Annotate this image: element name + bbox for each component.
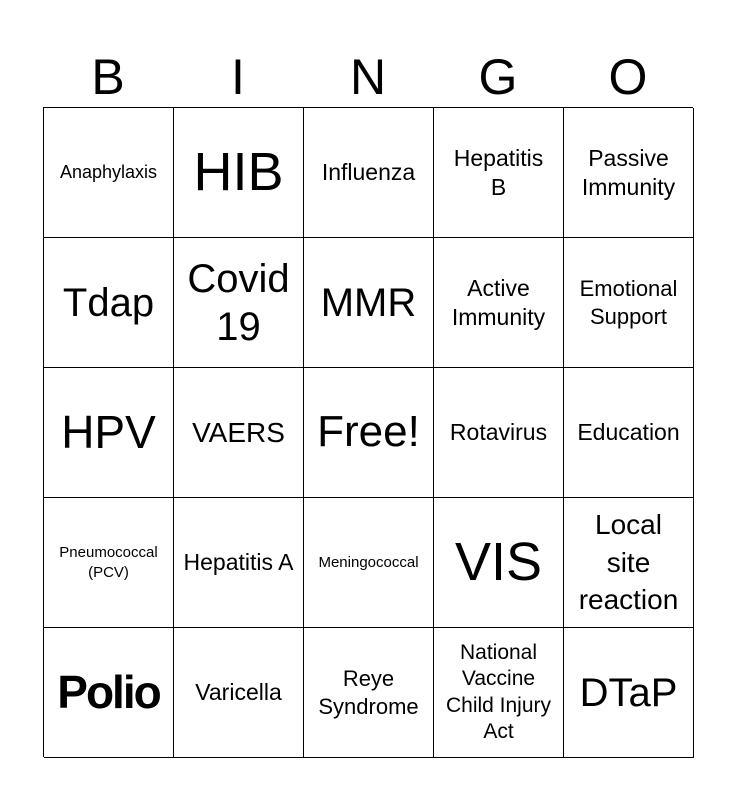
bingo-cell-meningococcal[interactable]	[304, 498, 434, 628]
cell-label: Active Immunity	[451, 274, 546, 330]
bingo-cell-local-site-reaction[interactable]	[564, 498, 694, 628]
cell-label: Tdap	[62, 280, 155, 325]
bingo-cell-national-vaccine-act[interactable]	[434, 628, 564, 758]
cell-label: VAERS	[192, 416, 285, 448]
cell-label: DTaP	[579, 670, 678, 715]
cell-label: Education	[577, 419, 680, 446]
bingo-cell-free[interactable]	[304, 368, 434, 498]
header-letter-i: I	[231, 49, 245, 105]
bingo-header	[43, 46, 693, 108]
bingo-cell-varicella[interactable]	[174, 628, 304, 758]
bingo-cell-tdap[interactable]	[44, 238, 174, 368]
cell-label: Passive Immunity	[581, 144, 676, 200]
bingo-cell-mmr[interactable]	[304, 238, 434, 368]
cell-label: Rotavirus	[449, 419, 548, 446]
bingo-cell-passive-immunity[interactable]	[564, 108, 694, 238]
cell-label: Reye Syndrome	[318, 666, 419, 719]
bingo-cell-hib[interactable]	[174, 108, 304, 238]
cell-label: Hepatitis A	[183, 549, 294, 576]
cell-label: Polio	[57, 666, 160, 719]
header-letter-n: N	[349, 49, 387, 105]
bingo-cell-covid-19[interactable]	[174, 238, 304, 368]
bingo-cell-pneumococcal[interactable]	[44, 498, 174, 628]
cell-label: Pneumococcal (PCV)	[59, 544, 158, 581]
bingo-cell-reye-syndrome[interactable]	[304, 628, 434, 758]
bingo-cell-hepatitis-b[interactable]	[434, 108, 564, 238]
cell-label: HIB	[193, 141, 284, 202]
cell-label: Hepatitis B	[453, 144, 544, 200]
bingo-cell-vaers[interactable]	[174, 368, 304, 498]
cell-label: Varicella	[195, 679, 282, 706]
bingo-cell-rotavirus[interactable]	[434, 368, 564, 498]
header-letter-b: B	[91, 49, 125, 105]
cell-label: Local site reaction	[578, 508, 679, 616]
bingo-cell-hpv[interactable]	[44, 368, 174, 498]
bingo-cell-vis[interactable]	[434, 498, 564, 628]
cell-label: Meningococcal	[318, 553, 419, 571]
bingo-cell-active-immunity[interactable]	[434, 238, 564, 368]
header-letter-g: G	[478, 49, 518, 105]
bingo-cell-influenza[interactable]	[304, 108, 434, 238]
cell-label: VIS	[454, 531, 543, 592]
cell-label: National Vaccine Child Injury Act	[445, 641, 552, 743]
cell-label: MMR	[320, 280, 417, 325]
cell-label: Anaphylaxis	[59, 161, 158, 182]
cell-label: Influenza	[321, 159, 416, 186]
bingo-cell-anaphylaxis[interactable]	[44, 108, 174, 238]
bingo-cell-education[interactable]	[564, 368, 694, 498]
header-letter-o: O	[608, 49, 648, 105]
cell-label: HPV	[61, 406, 156, 459]
cell-label: Emotional Support	[579, 276, 678, 329]
bingo-cell-dtap[interactable]	[564, 628, 694, 758]
bingo-cell-emotional-support[interactable]	[564, 238, 694, 368]
cell-label: Free!	[317, 407, 420, 457]
bingo-cell-hepatitis-a[interactable]	[174, 498, 304, 628]
bingo-board	[43, 107, 693, 757]
cell-label: Covid 19	[187, 256, 290, 349]
bingo-cell-polio[interactable]	[44, 628, 174, 758]
